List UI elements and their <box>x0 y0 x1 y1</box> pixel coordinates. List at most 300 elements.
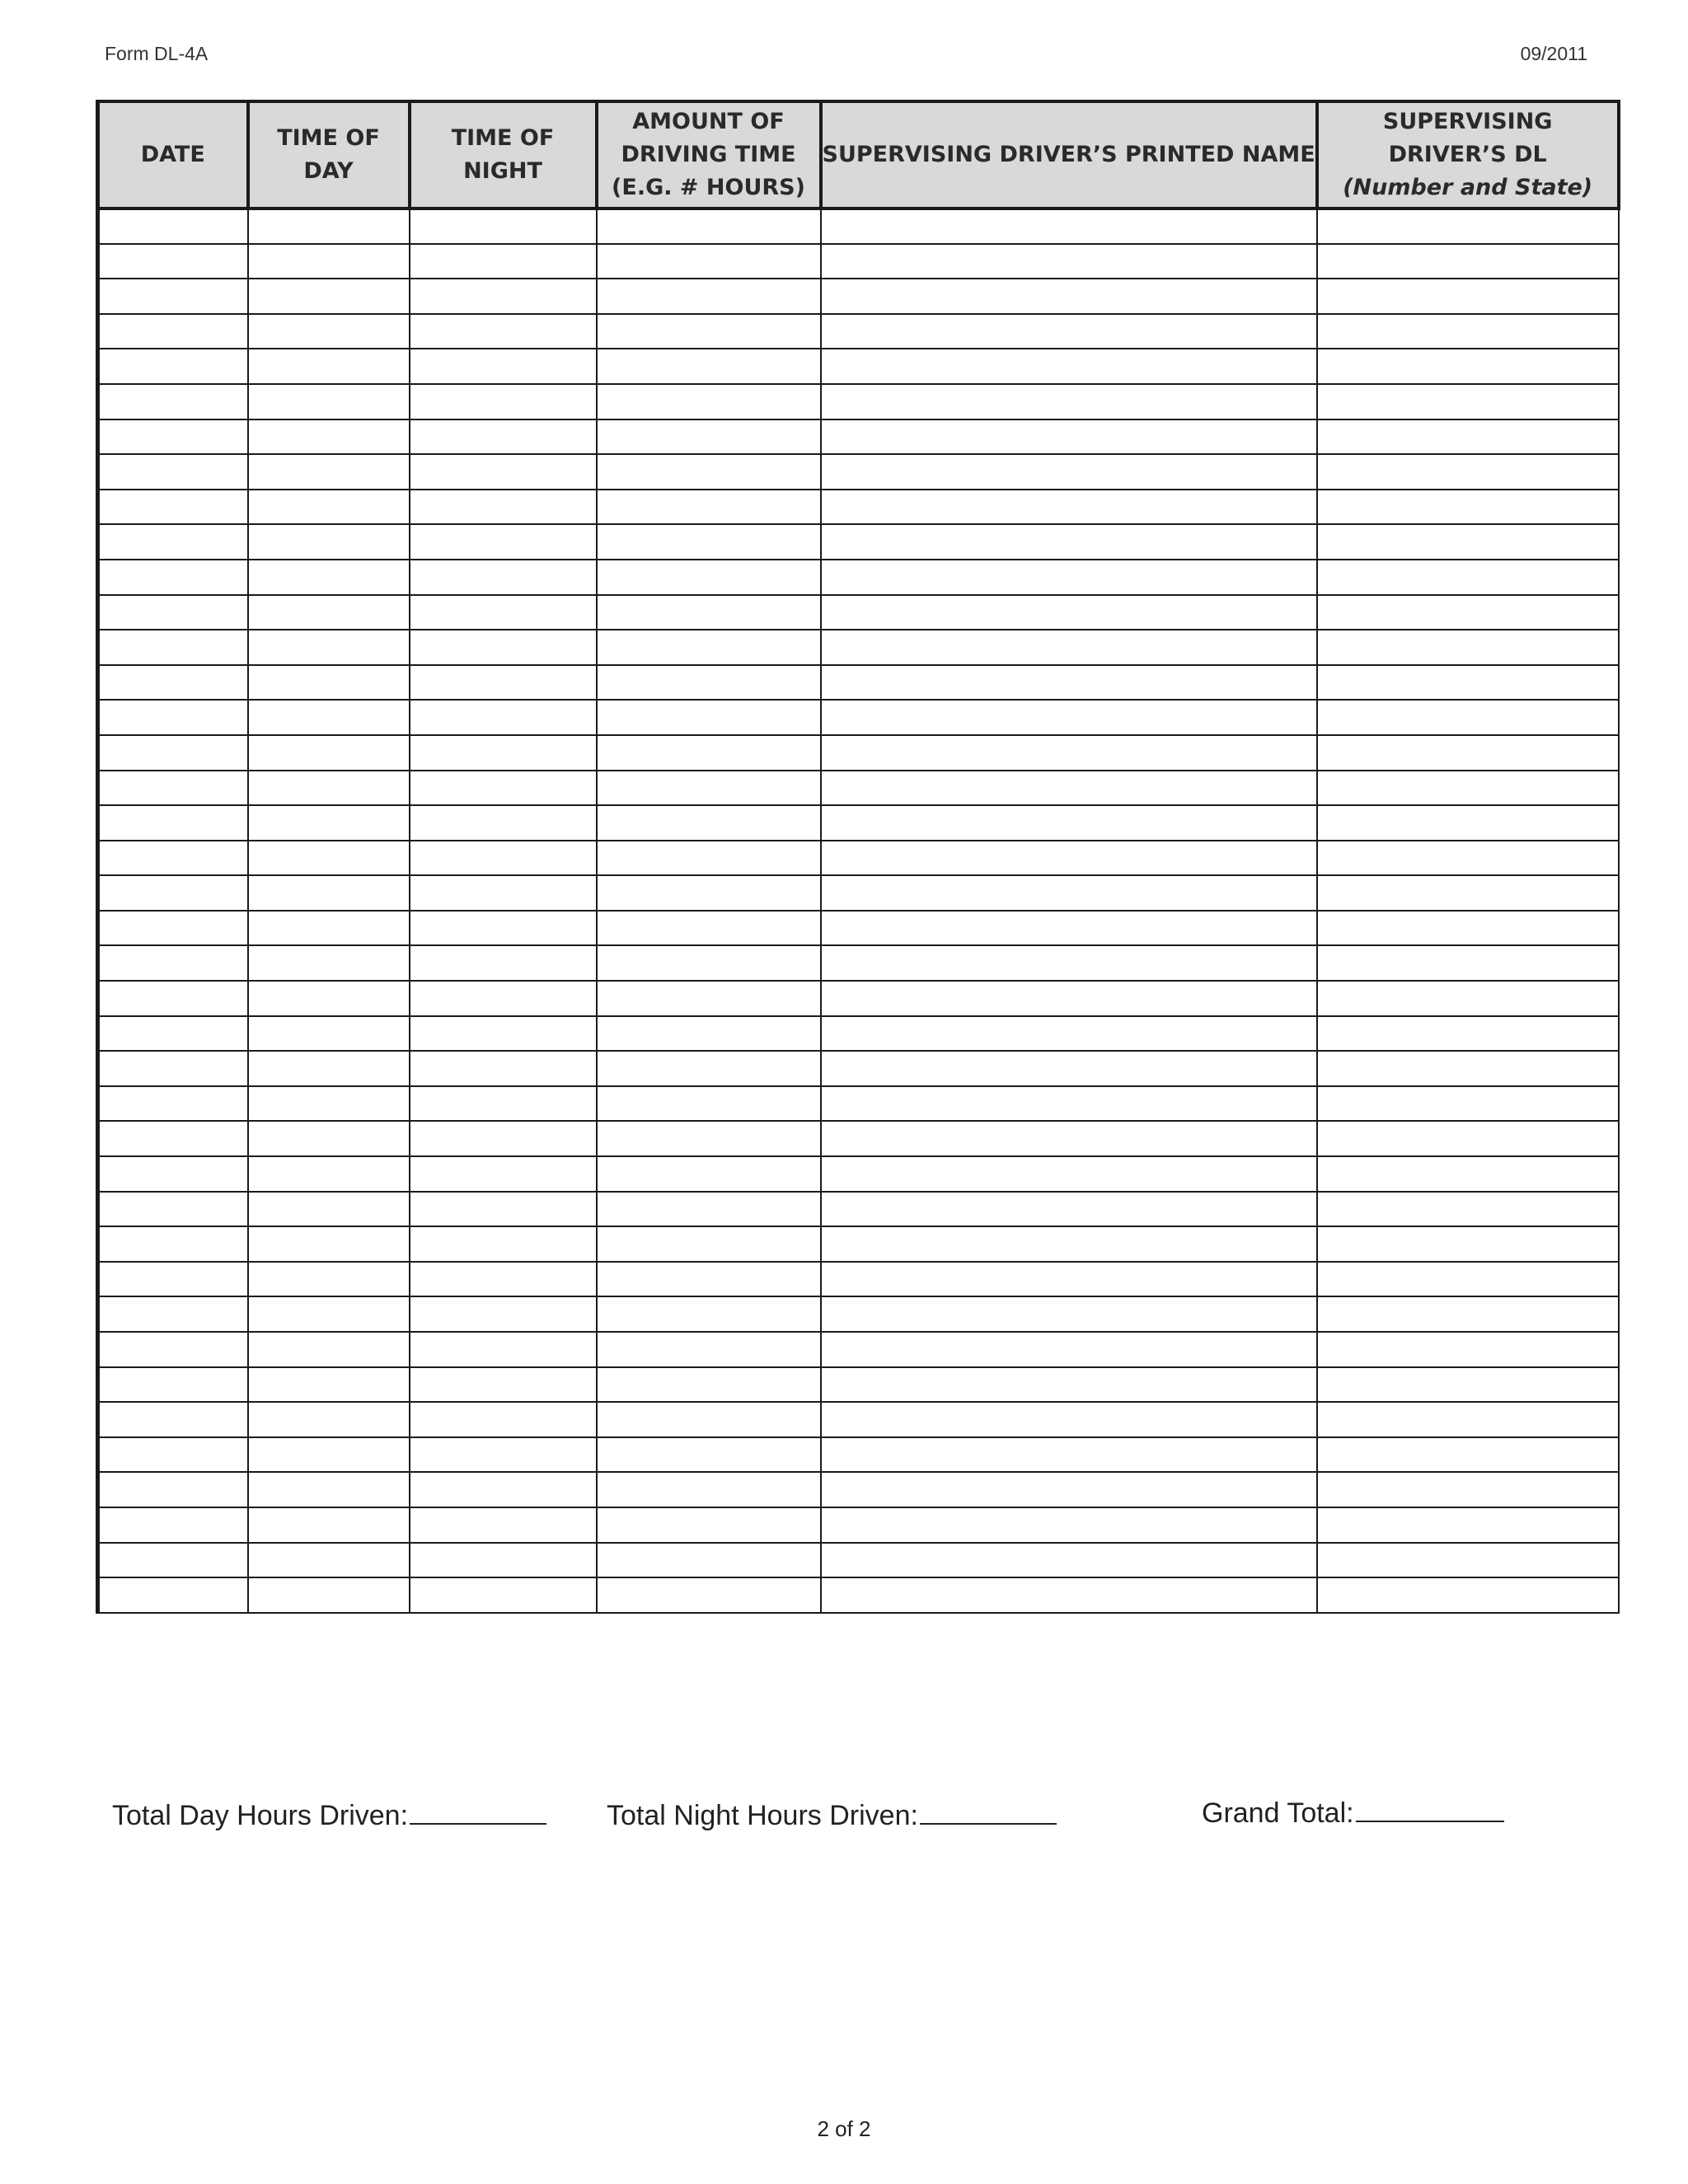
cell-time-of-night[interactable] <box>410 945 597 981</box>
cell-time-of-day[interactable] <box>248 1086 410 1122</box>
cell-driving-time[interactable] <box>597 1262 821 1297</box>
cell-supervisor-dl[interactable] <box>1317 1226 1619 1262</box>
column-header-supervisor-dl-label: SUPERVISING DRIVER’S DL <box>1382 109 1553 167</box>
column-header-date <box>98 101 248 209</box>
cell-supervisor-dl[interactable] <box>1317 1086 1619 1122</box>
cell-date[interactable] <box>98 1262 248 1297</box>
cell-supervisor-dl[interactable] <box>1317 1121 1619 1156</box>
cell-supervisor-name[interactable] <box>821 209 1317 244</box>
cell-time-of-day[interactable] <box>248 419 410 455</box>
cell-supervisor-name[interactable] <box>821 735 1317 771</box>
cell-time-of-day[interactable] <box>248 700 410 735</box>
cell-date[interactable] <box>98 1156 248 1192</box>
cell-time-of-night[interactable] <box>410 1226 597 1262</box>
table-row <box>98 1156 1619 1192</box>
table-row <box>98 349 1619 384</box>
table-row <box>98 1332 1619 1367</box>
cell-date[interactable] <box>98 279 248 314</box>
cell-time-of-day[interactable] <box>248 981 410 1016</box>
table-row <box>98 981 1619 1016</box>
cell-date[interactable] <box>98 1332 248 1367</box>
cell-date[interactable] <box>98 1437 248 1473</box>
cell-supervisor-name[interactable] <box>821 595 1317 630</box>
cell-time-of-night[interactable] <box>410 771 597 806</box>
table-row <box>98 279 1619 314</box>
cell-time-of-day[interactable] <box>248 945 410 981</box>
cell-supervisor-name[interactable] <box>821 1437 1317 1473</box>
cell-supervisor-dl[interactable] <box>1317 1016 1619 1052</box>
cell-supervisor-name[interactable] <box>821 630 1317 665</box>
cell-time-of-day[interactable] <box>248 911 410 946</box>
cell-time-of-day[interactable] <box>248 454 410 490</box>
cell-supervisor-dl[interactable] <box>1317 700 1619 735</box>
cell-driving-time[interactable] <box>597 700 821 735</box>
form-revision-date: 09/2011 <box>1520 43 1587 64</box>
cell-driving-time[interactable] <box>597 630 821 665</box>
cell-date[interactable] <box>98 945 248 981</box>
cell-time-of-night[interactable] <box>410 1437 597 1473</box>
cell-time-of-day[interactable] <box>248 1296 410 1332</box>
cell-date[interactable] <box>98 875 248 911</box>
cell-driving-time[interactable] <box>597 665 821 701</box>
cell-driving-time[interactable] <box>597 805 821 841</box>
cell-time-of-day[interactable] <box>248 349 410 384</box>
column-header-supervisor-dl <box>1317 101 1619 209</box>
cell-supervisor-dl[interactable] <box>1317 1051 1619 1086</box>
cell-time-of-night[interactable] <box>410 1192 597 1227</box>
cell-supervisor-dl[interactable] <box>1317 630 1619 665</box>
cell-date[interactable] <box>98 1192 248 1227</box>
cell-supervisor-dl[interactable] <box>1317 244 1619 279</box>
cell-time-of-day[interactable] <box>248 1437 410 1473</box>
cell-supervisor-dl[interactable] <box>1317 490 1619 525</box>
cell-supervisor-dl[interactable] <box>1317 314 1619 349</box>
cell-time-of-day[interactable] <box>248 209 410 244</box>
cell-time-of-night[interactable] <box>410 314 597 349</box>
cell-supervisor-name[interactable] <box>821 1332 1317 1367</box>
cell-driving-time[interactable] <box>597 560 821 595</box>
table-row <box>98 1402 1619 1437</box>
cell-time-of-day[interactable] <box>248 1332 410 1367</box>
cell-supervisor-dl[interactable] <box>1317 454 1619 490</box>
table-row <box>98 1437 1619 1473</box>
cell-time-of-day[interactable] <box>248 771 410 806</box>
cell-date[interactable] <box>98 1543 248 1578</box>
cell-time-of-day[interactable] <box>248 1156 410 1192</box>
cell-time-of-night[interactable] <box>410 1367 597 1403</box>
column-header-time-of-night <box>410 101 597 209</box>
cell-supervisor-dl[interactable] <box>1317 1472 1619 1507</box>
cell-time-of-day[interactable] <box>248 524 410 560</box>
column-header-driving-time-label: AMOUNT OF DRIVING TIME (E.G. # HOURS) <box>612 109 805 200</box>
cell-driving-time[interactable] <box>597 595 821 630</box>
cell-time-of-night[interactable] <box>410 1296 597 1332</box>
table-row <box>98 1507 1619 1543</box>
cell-date[interactable] <box>98 524 248 560</box>
cell-time-of-day[interactable] <box>248 244 410 279</box>
cell-supervisor-name[interactable] <box>821 1016 1317 1052</box>
column-header-supervisor-dl-sub: (Number and State) <box>1343 175 1593 200</box>
table-header-row <box>98 101 1619 209</box>
cell-driving-time[interactable] <box>597 1472 821 1507</box>
cell-time-of-night[interactable] <box>410 665 597 701</box>
cell-time-of-day[interactable] <box>248 1192 410 1227</box>
cell-supervisor-dl[interactable] <box>1317 279 1619 314</box>
cell-time-of-night[interactable] <box>410 841 597 876</box>
cell-time-of-day[interactable] <box>248 841 410 876</box>
cell-supervisor-name[interactable] <box>821 1367 1317 1403</box>
total-night-hours <box>607 1800 1057 1832</box>
cell-supervisor-dl[interactable] <box>1317 419 1619 455</box>
cell-time-of-night[interactable] <box>410 384 597 419</box>
cell-driving-time[interactable] <box>597 911 821 946</box>
cell-date[interactable] <box>98 805 248 841</box>
cell-supervisor-dl[interactable] <box>1317 209 1619 244</box>
cell-date[interactable] <box>98 1367 248 1403</box>
cell-supervisor-dl[interactable] <box>1317 1332 1619 1367</box>
cell-driving-time[interactable] <box>597 981 821 1016</box>
cell-time-of-day[interactable] <box>248 1226 410 1262</box>
cell-time-of-day[interactable] <box>248 1051 410 1086</box>
table-row <box>98 1226 1619 1262</box>
cell-supervisor-dl[interactable] <box>1317 595 1619 630</box>
table-row <box>98 244 1619 279</box>
cell-driving-time[interactable] <box>597 771 821 806</box>
cell-supervisor-name[interactable] <box>821 279 1317 314</box>
cell-supervisor-dl[interactable] <box>1317 841 1619 876</box>
cell-time-of-night[interactable] <box>410 911 597 946</box>
cell-supervisor-dl[interactable] <box>1317 1367 1619 1403</box>
cell-time-of-night[interactable] <box>410 595 597 630</box>
cell-supervisor-name[interactable] <box>821 665 1317 701</box>
cell-supervisor-name[interactable] <box>821 805 1317 841</box>
cell-time-of-night[interactable] <box>410 630 597 665</box>
cell-driving-time[interactable] <box>597 244 821 279</box>
grand-total-label: Grand Total: <box>1202 1797 1354 1829</box>
grand-total-field[interactable] <box>1356 1799 1504 1822</box>
cell-supervisor-name[interactable] <box>821 1577 1317 1613</box>
total-day-hours <box>112 1800 546 1832</box>
cell-date[interactable] <box>98 911 248 946</box>
cell-time-of-night[interactable] <box>410 700 597 735</box>
column-header-supervisor-name-label: SUPERVISING DRIVER’S PRINTED NAME <box>822 142 1315 167</box>
cell-driving-time[interactable] <box>597 1051 821 1086</box>
total-day-hours-label: Total Day Hours Driven: <box>112 1800 409 1831</box>
cell-date[interactable] <box>98 384 248 419</box>
column-header-time-of-day <box>248 101 410 209</box>
cell-date[interactable] <box>98 1577 248 1613</box>
cell-supervisor-dl[interactable] <box>1317 1437 1619 1473</box>
cell-driving-time[interactable] <box>597 1086 821 1122</box>
cell-supervisor-name[interactable] <box>821 1121 1317 1156</box>
cell-supervisor-name[interactable] <box>821 841 1317 876</box>
table-row <box>98 1296 1619 1332</box>
cell-supervisor-dl[interactable] <box>1317 1192 1619 1227</box>
cell-supervisor-dl[interactable] <box>1317 349 1619 384</box>
cell-time-of-day[interactable] <box>248 1262 410 1297</box>
cell-driving-time[interactable] <box>597 1156 821 1192</box>
cell-driving-time[interactable] <box>597 1543 821 1578</box>
cell-driving-time[interactable] <box>597 490 821 525</box>
cell-supervisor-name[interactable] <box>821 981 1317 1016</box>
cell-time-of-day[interactable] <box>248 1016 410 1052</box>
total-night-hours-field[interactable] <box>920 1802 1057 1825</box>
cell-supervisor-dl[interactable] <box>1317 1507 1619 1543</box>
cell-driving-time[interactable] <box>597 841 821 876</box>
cell-time-of-night[interactable] <box>410 419 597 455</box>
cell-time-of-day[interactable] <box>248 490 410 525</box>
cell-date[interactable] <box>98 1016 248 1052</box>
cell-supervisor-name[interactable] <box>821 454 1317 490</box>
cell-driving-time[interactable] <box>597 314 821 349</box>
table-row <box>98 1051 1619 1086</box>
cell-time-of-day[interactable] <box>248 1577 410 1613</box>
cell-supervisor-name[interactable] <box>821 1472 1317 1507</box>
cell-time-of-night[interactable] <box>410 1121 597 1156</box>
cell-driving-time[interactable] <box>597 1402 821 1437</box>
cell-driving-time[interactable] <box>597 419 821 455</box>
table-row <box>98 1577 1619 1613</box>
cell-supervisor-dl[interactable] <box>1317 1577 1619 1613</box>
cell-time-of-day[interactable] <box>248 1543 410 1578</box>
cell-time-of-night[interactable] <box>410 1332 597 1367</box>
cell-supervisor-dl[interactable] <box>1317 665 1619 701</box>
table-row <box>98 454 1619 490</box>
cell-time-of-night[interactable] <box>410 875 597 911</box>
cell-supervisor-name[interactable] <box>821 314 1317 349</box>
cell-time-of-night[interactable] <box>410 1262 597 1297</box>
cell-time-of-night[interactable] <box>410 1016 597 1052</box>
cell-supervisor-name[interactable] <box>821 1192 1317 1227</box>
total-night-hours-label: Total Night Hours Driven: <box>607 1800 918 1831</box>
total-day-hours-field[interactable] <box>410 1802 546 1825</box>
cell-date[interactable] <box>98 349 248 384</box>
cell-time-of-night[interactable] <box>410 981 597 1016</box>
cell-date[interactable] <box>98 595 248 630</box>
cell-time-of-night[interactable] <box>410 1472 597 1507</box>
cell-date[interactable] <box>98 981 248 1016</box>
table-row <box>98 875 1619 911</box>
cell-driving-time[interactable] <box>597 1507 821 1543</box>
cell-date[interactable] <box>98 841 248 876</box>
cell-date[interactable] <box>98 735 248 771</box>
cell-supervisor-name[interactable] <box>821 244 1317 279</box>
cell-time-of-night[interactable] <box>410 735 597 771</box>
cell-supervisor-name[interactable] <box>821 1262 1317 1297</box>
cell-supervisor-name[interactable] <box>821 1156 1317 1192</box>
cell-time-of-day[interactable] <box>248 1367 410 1403</box>
cell-supervisor-name[interactable] <box>821 1507 1317 1543</box>
driving-log-table <box>96 100 1620 1614</box>
cell-date[interactable] <box>98 1296 248 1332</box>
cell-supervisor-dl[interactable] <box>1317 1296 1619 1332</box>
table-row <box>98 665 1619 701</box>
cell-supervisor-name[interactable] <box>821 349 1317 384</box>
cell-time-of-day[interactable] <box>248 875 410 911</box>
cell-driving-time[interactable] <box>597 1016 821 1052</box>
cell-date[interactable] <box>98 1121 248 1156</box>
column-header-driving-time <box>597 101 821 209</box>
table-row <box>98 630 1619 665</box>
cell-date[interactable] <box>98 630 248 665</box>
cell-time-of-day[interactable] <box>248 279 410 314</box>
cell-supervisor-name[interactable] <box>821 490 1317 525</box>
cell-driving-time[interactable] <box>597 349 821 384</box>
cell-supervisor-name[interactable] <box>821 384 1317 419</box>
cell-time-of-night[interactable] <box>410 490 597 525</box>
cell-time-of-night[interactable] <box>410 560 597 595</box>
cell-time-of-night[interactable] <box>410 1507 597 1543</box>
cell-time-of-night[interactable] <box>410 279 597 314</box>
page-number: 2 of 2 <box>817 2116 871 2141</box>
cell-driving-time[interactable] <box>597 735 821 771</box>
cell-supervisor-name[interactable] <box>821 875 1317 911</box>
cell-supervisor-dl[interactable] <box>1317 805 1619 841</box>
table-row <box>98 805 1619 841</box>
cell-time-of-night[interactable] <box>410 524 597 560</box>
table-row <box>98 771 1619 806</box>
table-row <box>98 209 1619 244</box>
cell-date[interactable] <box>98 314 248 349</box>
cell-time-of-night[interactable] <box>410 454 597 490</box>
cell-supervisor-name[interactable] <box>821 1402 1317 1437</box>
cell-supervisor-dl[interactable] <box>1317 1262 1619 1297</box>
cell-supervisor-dl[interactable] <box>1317 560 1619 595</box>
table-row <box>98 384 1619 419</box>
cell-date[interactable] <box>98 560 248 595</box>
cell-supervisor-dl[interactable] <box>1317 771 1619 806</box>
cell-supervisor-name[interactable] <box>821 419 1317 455</box>
table-row <box>98 1192 1619 1227</box>
cell-time-of-day[interactable] <box>248 630 410 665</box>
cell-time-of-day[interactable] <box>248 560 410 595</box>
cell-time-of-night[interactable] <box>410 1543 597 1578</box>
cell-supervisor-dl[interactable] <box>1317 1543 1619 1578</box>
cell-time-of-night[interactable] <box>410 1051 597 1086</box>
table-row <box>98 1086 1619 1122</box>
cell-time-of-day[interactable] <box>248 735 410 771</box>
cell-date[interactable] <box>98 1402 248 1437</box>
cell-time-of-night[interactable] <box>410 805 597 841</box>
cell-supervisor-name[interactable] <box>821 911 1317 946</box>
log-entries <box>98 209 1619 1613</box>
cell-time-of-day[interactable] <box>248 384 410 419</box>
cell-time-of-day[interactable] <box>248 595 410 630</box>
cell-driving-time[interactable] <box>597 279 821 314</box>
cell-supervisor-name[interactable] <box>821 700 1317 735</box>
cell-supervisor-dl[interactable] <box>1317 911 1619 946</box>
table-row <box>98 1016 1619 1052</box>
cell-supervisor-dl[interactable] <box>1317 875 1619 911</box>
table-row <box>98 1121 1619 1156</box>
cell-date[interactable] <box>98 1226 248 1262</box>
cell-driving-time[interactable] <box>597 1367 821 1403</box>
cell-supervisor-name[interactable] <box>821 560 1317 595</box>
cell-supervisor-name[interactable] <box>821 945 1317 981</box>
table-row <box>98 1262 1619 1297</box>
column-header-time-of-day-label: TIME OF DAY <box>277 125 380 184</box>
cell-time-of-day[interactable] <box>248 665 410 701</box>
cell-supervisor-dl[interactable] <box>1317 945 1619 981</box>
column-header-time-of-night-label: TIME OF NIGHT <box>451 125 555 184</box>
cell-date[interactable] <box>98 1086 248 1122</box>
cell-supervisor-dl[interactable] <box>1317 1156 1619 1192</box>
cell-driving-time[interactable] <box>597 524 821 560</box>
cell-date[interactable] <box>98 490 248 525</box>
cell-supervisor-name[interactable] <box>821 1543 1317 1578</box>
cell-driving-time[interactable] <box>597 1332 821 1367</box>
cell-time-of-night[interactable] <box>410 1086 597 1122</box>
cell-supervisor-dl[interactable] <box>1317 384 1619 419</box>
table-row <box>98 419 1619 455</box>
cell-supervisor-name[interactable] <box>821 1296 1317 1332</box>
cell-driving-time[interactable] <box>597 1437 821 1473</box>
cell-driving-time[interactable] <box>597 945 821 981</box>
table-row <box>98 314 1619 349</box>
cell-driving-time[interactable] <box>597 1577 821 1613</box>
cell-supervisor-name[interactable] <box>821 1086 1317 1122</box>
cell-date[interactable] <box>98 419 248 455</box>
cell-date[interactable] <box>98 244 248 279</box>
cell-driving-time[interactable] <box>597 1192 821 1227</box>
cell-time-of-night[interactable] <box>410 1402 597 1437</box>
cell-driving-time[interactable] <box>597 1296 821 1332</box>
cell-supervisor-dl[interactable] <box>1317 981 1619 1016</box>
cell-time-of-day[interactable] <box>248 805 410 841</box>
cell-time-of-night[interactable] <box>410 244 597 279</box>
cell-driving-time[interactable] <box>597 1121 821 1156</box>
column-header-supervisor-name <box>821 101 1317 209</box>
table-row <box>98 735 1619 771</box>
table-row <box>98 595 1619 630</box>
cell-date[interactable] <box>98 454 248 490</box>
cell-driving-time[interactable] <box>597 1226 821 1262</box>
table-row <box>98 1367 1619 1403</box>
table-row <box>98 1543 1619 1578</box>
cell-time-of-day[interactable] <box>248 1472 410 1507</box>
cell-time-of-night[interactable] <box>410 1156 597 1192</box>
cell-date[interactable] <box>98 1472 248 1507</box>
cell-date[interactable] <box>98 700 248 735</box>
cell-date[interactable] <box>98 771 248 806</box>
table-row <box>98 524 1619 560</box>
cell-driving-time[interactable] <box>597 384 821 419</box>
cell-supervisor-name[interactable] <box>821 1051 1317 1086</box>
cell-date[interactable] <box>98 1051 248 1086</box>
table-row <box>98 911 1619 946</box>
cell-date[interactable] <box>98 209 248 244</box>
cell-time-of-night[interactable] <box>410 1577 597 1613</box>
cell-driving-time[interactable] <box>597 454 821 490</box>
cell-supervisor-dl[interactable] <box>1317 524 1619 560</box>
cell-supervisor-dl[interactable] <box>1317 1402 1619 1437</box>
cell-driving-time[interactable] <box>597 209 821 244</box>
cell-driving-time[interactable] <box>597 875 821 911</box>
cell-date[interactable] <box>98 665 248 701</box>
cell-supervisor-name[interactable] <box>821 771 1317 806</box>
cell-time-of-day[interactable] <box>248 1402 410 1437</box>
cell-time-of-day[interactable] <box>248 1507 410 1543</box>
cell-time-of-day[interactable] <box>248 1121 410 1156</box>
cell-time-of-night[interactable] <box>410 349 597 384</box>
cell-time-of-day[interactable] <box>248 314 410 349</box>
cell-time-of-night[interactable] <box>410 209 597 244</box>
cell-date[interactable] <box>98 1507 248 1543</box>
cell-supervisor-name[interactable] <box>821 1226 1317 1262</box>
cell-supervisor-dl[interactable] <box>1317 735 1619 771</box>
grand-total <box>1202 1797 1504 1830</box>
cell-supervisor-name[interactable] <box>821 524 1317 560</box>
